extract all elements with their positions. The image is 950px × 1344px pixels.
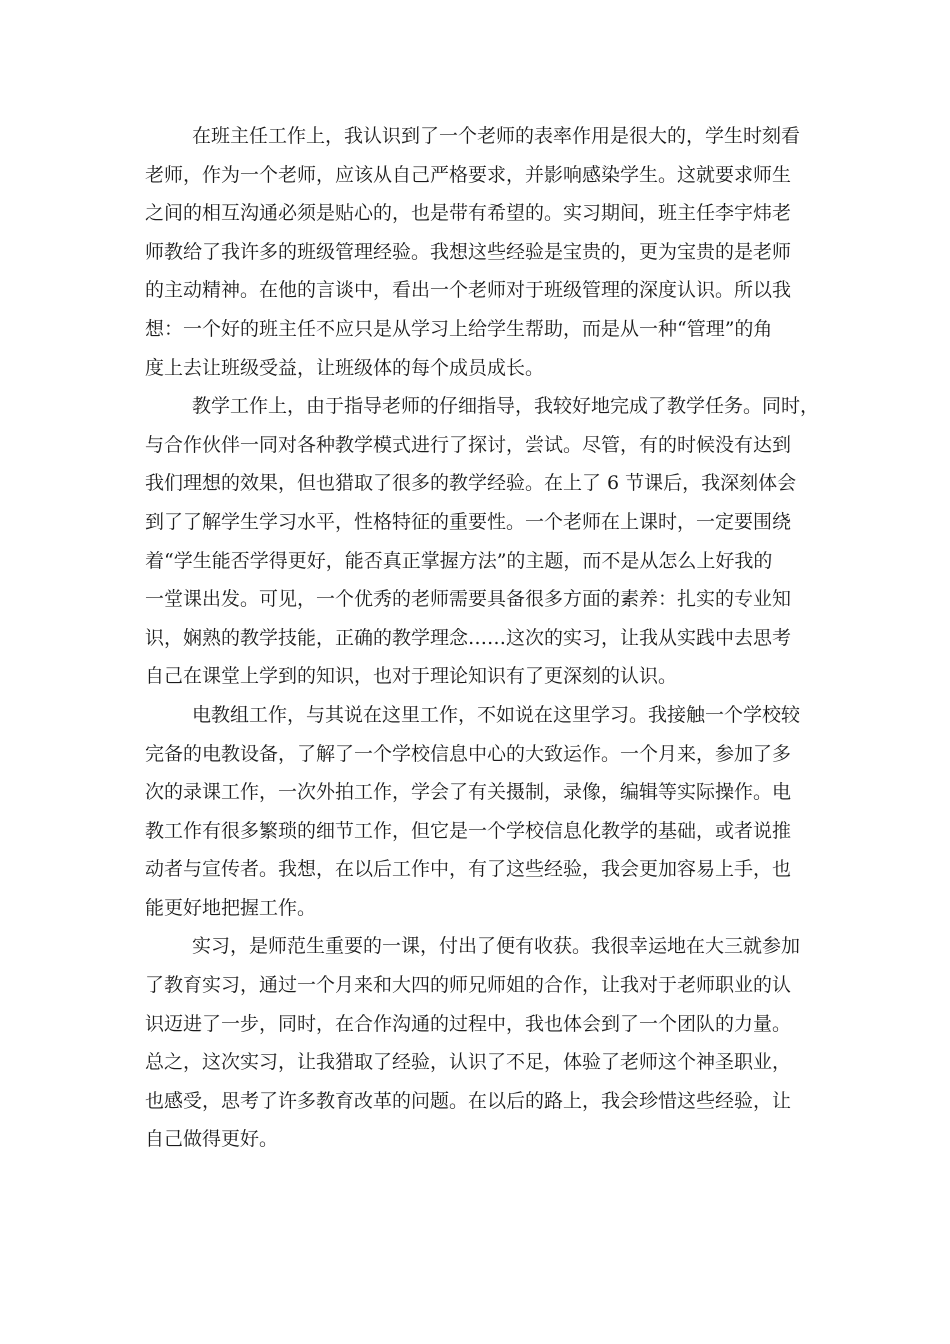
text-line: 自己在课堂上学到的知识，也对于理论知识有了更深刻的认识。 [145, 665, 678, 688]
paragraph-conclusion [145, 927, 805, 1159]
text-line: 度上去让班级受益，让班级体的每个成员成长。 [145, 356, 545, 379]
text-line: 完备的电教设备，了解了一个学校信息中心的大致运作。一个月来，参加了多 [145, 742, 792, 765]
text-line: 一堂课出发。可见，一个优秀的老师需要具备很多方面的素养：扎实的专业知 [145, 588, 792, 611]
document-body [145, 117, 820, 1159]
text-line: 电教组工作，与其说在这里工作，不如说在这里学习。我接触一个学校较 [192, 703, 801, 726]
text-line: 总之，这次实习，让我猎取了经验，认识了不足，体验了老师这个神圣职业， [145, 1051, 792, 1074]
paragraph-av-group [145, 696, 805, 928]
text-line: 能更好地把握工作。 [145, 896, 317, 919]
text-line: 教学工作上，由于指导老师的仔细指导，我较好地完成了教学任务。同时， [192, 395, 820, 418]
text-line: 教工作有很多繁琐的细节工作，但它是一个学校信息化教学的基础，或者说推 [145, 819, 792, 842]
text-line: 也感受，思考了许多教育改革的问题。在以后的路上，我会珍惜这些经验，让 [145, 1089, 792, 1112]
text-line: 之间的相互沟通必须是贴心的，也是带有希望的。实习期间，班主任李宇炜老 [145, 202, 792, 225]
paragraph-class-management [145, 117, 805, 387]
text-line: 师教给了我许多的班级管理经验。我想这些经验是宝贵的，更为宝贵的是老师 [145, 240, 792, 263]
text-line: 动者与宣传者。我想，在以后工作中，有了这些经验，我会更加容易上手，也 [145, 858, 792, 881]
text-line: 着“学生能否学得更好，能否真正掌握方法”的主题，而不是从怎么上好我的 [145, 549, 773, 572]
text-line: 我们理想的效果，但也猎取了很多的教学经验。在上了 6 节课后，我深刻体会 [145, 472, 797, 495]
text-line: 自己做得更好。 [145, 1128, 279, 1151]
text-line: 实习，是师范生重要的一课，付出了便有收获。我很幸运地在大三就参加 [192, 935, 801, 958]
text-line: 次的录课工作，一次外拍工作，学会了有关摄制，录像，编辑等实际操作。电 [145, 781, 792, 804]
text-line: 了教育实习，通过一个月来和大四的师兄师姐的合作，让我对于老师职业的认 [145, 974, 792, 997]
text-line: 识，娴熟的教学技能，正确的教学理念……这次的实习，让我从实践中去思考 [145, 626, 792, 649]
text-line: 识迈进了一步，同时，在合作沟通的过程中，我也体会到了一个团队的力量。 [145, 1012, 792, 1035]
text-line: 老师，作为一个老师，应该从自己严格要求，并影响感染学生。这就要求师生 [145, 163, 792, 186]
paragraph-teaching [145, 387, 820, 696]
text-line: 与合作伙伴一同对各种教学模式进行了探讨，尝试。尽管，有的时候没有达到 [145, 433, 792, 456]
text-line: 的主动精神。在他的言谈中，看出一个老师对于班级管理的深度认识。所以我 [145, 279, 792, 302]
text-line: 想：一个好的班主任不应只是从学习上给学生帮助，而是从一种“管理”的角 [145, 317, 773, 340]
text-line: 到了了解学生学习水平，性格特征的重要性。一个老师在上课时，一定要围绕 [145, 510, 792, 533]
text-line: 在班主任工作上，我认识到了一个老师的表率作用是很大的，学生时刻看 [192, 125, 801, 147]
